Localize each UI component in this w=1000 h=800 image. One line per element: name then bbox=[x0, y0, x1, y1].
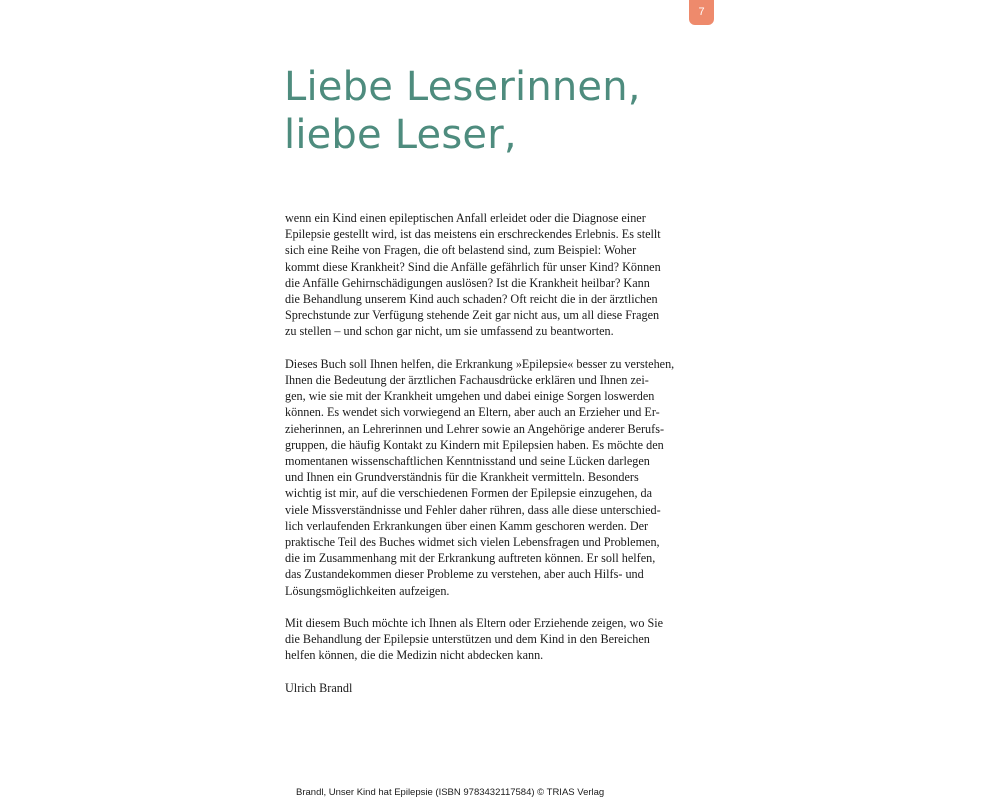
page-number-tab: 7 bbox=[689, 0, 714, 25]
text-line: praktische Teil des Buches widmet sich vielen Lebensfragen und Problemen, bbox=[285, 535, 660, 550]
text-line: Ihnen die Bedeutung der ärztlichen Fachausdrücke erklären und Ihnen zei- bbox=[285, 373, 649, 388]
text-line: Mit diesem Buch möchte ich Ihnen als Eltern oder Erziehende zeigen, wo Sie bbox=[285, 616, 664, 631]
text-line: wichtig ist mir, auf die verschiedenen Formen der Epilepsie einzugehen, da bbox=[285, 486, 653, 501]
text-line: die Behandlung der Epilepsie unterstützen und dem Kind in den Bereichen bbox=[285, 632, 650, 647]
text-line: kommt diese Krankheit? Sind die Anfälle gefährlich für unser Kind? Können bbox=[285, 259, 661, 274]
text-line: können. Es wendet sich vorwiegend an Eltern, aber auch an Erzieher und Er- bbox=[285, 405, 660, 420]
text-line: Sprechstunde zur Verfügung stehende Zeit gar nicht aus, um all diese Fragen bbox=[285, 308, 660, 323]
footer-citation: Brandl, Unser Kind hat Epilepsie (ISBN 9783432117584) © TRIAS Verlag bbox=[296, 787, 605, 798]
heading-line-1: Liebe Leserinnen, bbox=[284, 64, 641, 110]
paragraph-3 bbox=[285, 615, 705, 664]
text-line: momentanen wissenschaftlichen Kenntnisstand und seine Lücken darlegen bbox=[285, 454, 650, 469]
text-line: Lösungsmöglichkeiten aufzeigen. bbox=[285, 583, 450, 598]
text-line: zu stellen – und schon gar nicht, um sie umfassend zu beantworten. bbox=[285, 324, 614, 339]
text-line: helfen können, die die Medizin nicht abdecken kann. bbox=[285, 648, 544, 663]
text-line: gruppen, die häufig Kontakt zu Kindern mit Epilepsien haben. Es möchte den bbox=[285, 437, 664, 452]
text-line: Dieses Buch soll Ihnen helfen, die Erkrankung »Epilepsie« besser zu verstehen, bbox=[285, 356, 675, 371]
text-line: Epilepsie gestellt wird, ist das meistens ein erschreckendes Erlebnis. Es stellt bbox=[285, 227, 661, 242]
text-line: das Zustandekommen dieser Probleme zu verstehen, aber auch Hilfs- und bbox=[285, 567, 644, 582]
text-line: lich verlaufenden Erkrankungen über einen Kamm geschoren werden. Der bbox=[285, 518, 649, 533]
text-line: die Behandlung unserem Kind auch schaden? Oft reicht die in der ärztlichen bbox=[285, 292, 658, 307]
signature: Ulrich Brandl bbox=[285, 680, 353, 695]
text-line: gen, wie sie mit der Krankheit umgehen und dabei einige Sorgen loswerden bbox=[285, 389, 655, 404]
page-heading bbox=[284, 63, 641, 159]
paragraph-1 bbox=[285, 210, 705, 340]
text-line: wenn ein Kind einen epileptischen Anfall erleidet oder die Diagnose einer bbox=[285, 211, 646, 225]
text-line: und Ihnen ein Grundverständnis für die Krankheit vermitteln. Besonders bbox=[285, 470, 639, 485]
body-text bbox=[285, 210, 705, 712]
text-line: viele Missverständnisse und Fehler daher rühren, dass alle diese unterschied- bbox=[285, 502, 661, 517]
text-line: zieherinnen, an Lehrerinnen und Lehrer sowie an Angehörige anderer Berufs- bbox=[285, 421, 665, 436]
text-line: sich eine Reihe von Fragen, die oft belastend sind, zum Beispiel: Woher bbox=[285, 243, 637, 258]
text-line: die Anfälle Gehirnschädigungen auslösen? Ist die Krankheit heilbar? Kann bbox=[285, 275, 650, 290]
heading-line-2: liebe Leser, bbox=[284, 112, 517, 158]
paragraph-2 bbox=[285, 356, 705, 599]
text-line: die im Zusammenhang mit der Erkrankung auftreten können. Er soll helfen, bbox=[285, 551, 656, 566]
